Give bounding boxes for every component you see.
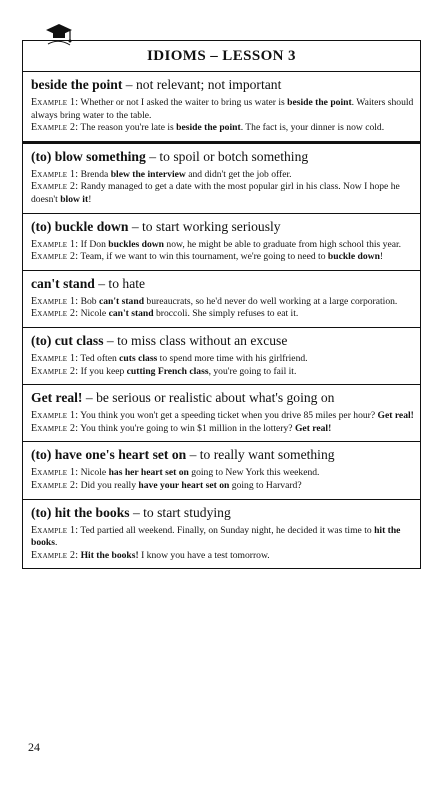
idiom-usage: have your heart set on — [138, 479, 230, 491]
idiom-usage: Hit the books! — [80, 549, 139, 561]
example-sentence — [31, 97, 414, 122]
idiom-heading — [31, 504, 414, 521]
example-label: Example 2: — [31, 422, 79, 434]
idiom-usage: blew the interview — [110, 168, 186, 180]
example-text: Whether or not I asked the waiter to bring us water is — [80, 97, 288, 108]
example-text: going to New York this weekend. — [188, 467, 320, 479]
idiom-entry — [23, 142, 420, 214]
idiom-usage: cutting French class — [126, 365, 209, 377]
example-text: Brenda — [80, 168, 111, 180]
idiom-term: can't stand — [31, 275, 95, 291]
idiom-heading — [31, 446, 414, 463]
idiom-usage: beside the point — [287, 97, 352, 108]
example-text: The reason you're late is — [80, 122, 177, 134]
example-label: Example 2: — [31, 549, 79, 561]
page-number: 24 — [28, 740, 40, 754]
idiom-entry — [23, 271, 420, 328]
example-text: , you're going to fail it. — [208, 365, 297, 377]
example-text: You think you're going to win $1 million in the lottery? — [80, 422, 295, 434]
idiom-heading — [31, 389, 414, 406]
idiom-usage: cuts class — [119, 352, 158, 364]
example-label: Example 1: — [31, 352, 79, 364]
idiom-usage: can't stand — [108, 308, 154, 320]
idiom-entry — [23, 442, 420, 499]
example-sentence — [31, 308, 414, 321]
idiom-entry — [23, 500, 420, 570]
idiom-entry — [23, 214, 420, 271]
example-sentence — [31, 525, 414, 550]
idiom-heading — [31, 275, 414, 292]
example-text: Nicole — [80, 308, 109, 320]
idiom-definition: – to start studying — [129, 504, 231, 520]
idiom-term: (to) blow something — [31, 148, 146, 164]
idiom-entry — [23, 385, 420, 442]
example-text: ! — [88, 193, 92, 205]
example-text: and didn't get the job offer. — [185, 168, 292, 180]
idiom-definition: – to start working seriously — [128, 218, 281, 234]
example-text: . The fact is, your dinner is now cold. — [240, 122, 385, 134]
example-label: Example 2: — [31, 308, 79, 320]
example-text: I know you have a test tomorrow. — [138, 549, 270, 561]
example-sentence — [31, 122, 414, 135]
page-title: IDIOMS – LESSON 3 — [23, 41, 420, 72]
idiom-definition: – not relevant; not important — [122, 77, 282, 92]
example-text: . Waiters should always bring water to the table. — [31, 97, 414, 121]
idiom-term: beside the point — [31, 77, 123, 92]
idiom-usage: buckles down — [108, 238, 165, 250]
idiom-usage: blow it — [60, 193, 89, 205]
example-sentence — [31, 480, 414, 493]
example-label: Example 1: — [31, 524, 79, 536]
idiom-definition: – to really want something — [186, 447, 335, 463]
idiom-entry — [23, 72, 420, 142]
example-sentence — [31, 181, 414, 206]
example-sentence — [31, 410, 414, 423]
example-label: Example 2: — [31, 181, 79, 193]
idiom-heading — [31, 332, 414, 349]
example-sentence — [31, 423, 414, 436]
idiom-term: (to) have one's heart set on — [31, 447, 187, 463]
example-sentence — [31, 296, 414, 309]
example-sentence — [31, 251, 414, 264]
idiom-heading — [31, 218, 414, 235]
example-sentence — [31, 239, 414, 252]
idiom-definition: – to spoil or botch something — [145, 148, 309, 164]
example-text: Ted often — [80, 352, 120, 364]
example-text: . — [55, 537, 58, 549]
example-label: Example 1: — [31, 238, 79, 250]
example-text: Nicole — [80, 467, 109, 479]
idiom-usage: buckle down — [327, 251, 380, 263]
example-text: going to Harvard? — [229, 479, 302, 491]
example-text: You think you won't get a speeding ticket when you drive 85 miles per hour? — [80, 410, 378, 422]
example-text: now, he might be able to graduate from high school this year. — [164, 238, 402, 250]
example-label: Example 2: — [31, 122, 79, 134]
example-label: Example 1: — [31, 97, 79, 108]
example-text: broccoli. She simply refuses to eat it. — [153, 308, 299, 320]
idiom-list — [23, 72, 420, 569]
idiom-term: (to) hit the books — [31, 504, 130, 520]
idiom-definition: – be serious or realistic about what's going on — [82, 390, 335, 406]
example-sentence — [31, 366, 414, 379]
idiom-heading — [31, 76, 414, 93]
example-text: Team, if we want to win this tournament, we're going to need to — [80, 251, 328, 263]
example-label: Example 1: — [31, 467, 79, 479]
idiom-heading — [31, 148, 414, 165]
example-label: Example 1: — [31, 295, 79, 307]
idiom-term: (to) cut class — [31, 332, 104, 348]
idiom-usage: can't stand — [98, 295, 145, 307]
example-text: to spend more time with his girlfriend. — [157, 352, 308, 364]
idiom-term: Get real! — [31, 390, 83, 406]
example-label: Example 2: — [31, 365, 79, 377]
idioms-panel — [22, 40, 421, 569]
example-sentence — [31, 467, 414, 480]
example-text: ! — [379, 251, 384, 263]
example-text: bureaucrats, so he'd never do well working at a large corporation. — [144, 295, 398, 307]
example-label: Example 1: — [31, 168, 79, 180]
example-label: Example 2: — [31, 479, 79, 491]
idiom-definition: – to miss class without an excuse — [103, 332, 288, 348]
example-sentence — [31, 353, 414, 366]
idiom-usage: beside the point — [176, 122, 241, 134]
example-sentence — [31, 550, 414, 563]
idiom-term: (to) buckle down — [31, 218, 129, 234]
example-text: Randy managed to get a date with the most popular girl in his class. Now I hope he doesn't — [31, 181, 400, 205]
example-label: Example 2: — [31, 251, 79, 263]
example-text: Ted partied all weekend. Finally, on Sunday night, he decided it was time to — [80, 524, 375, 536]
idiom-entry — [23, 328, 420, 385]
idiom-usage: Get real! — [294, 422, 332, 434]
example-text: Did you really — [80, 479, 139, 491]
idiom-usage: hit the books — [31, 524, 401, 549]
idiom-usage: has her heart set on — [108, 467, 189, 479]
idiom-usage: Get real! — [377, 410, 414, 422]
example-sentence — [31, 169, 414, 182]
example-text: Bob — [80, 295, 99, 307]
idiom-definition: – to hate — [94, 275, 146, 291]
example-label: Example 1: — [31, 410, 79, 422]
example-text: If you keep — [80, 365, 127, 377]
example-text: If Don — [80, 238, 109, 250]
